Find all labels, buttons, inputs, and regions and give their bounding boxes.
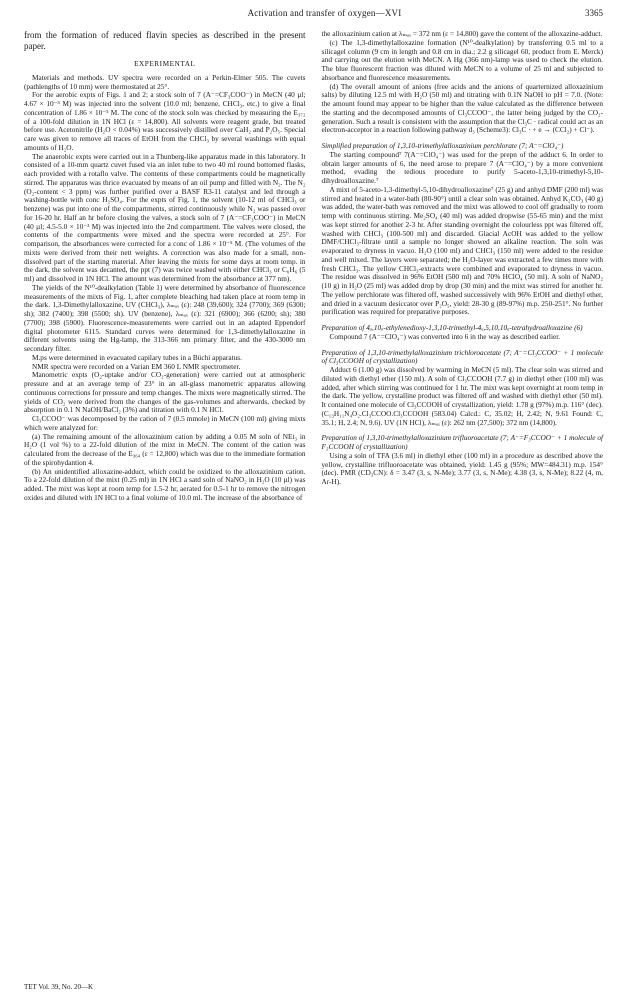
paragraph: For the aerobic expts of Figs. 1 and 2; a stock soln of 7 (A⁻=CF₃COO⁻) in MeCN (40 µl; 4.67 × 10⁻³ M) was injected into the solvent (10.0 ml; benzene, CHCl₃, etc.) to give a final concentration of 1.86 × 10⁻⁵ M. The conc of the stock soln was checked by measuring the E₃₇₂ of a 100-fold dilution in 1N HCl (ε = 14,800). All solvents were reagent grade, but treated before use. Acetonitrile (H₂O < 0.04%) was successively distilled over CaH₂ and P₂O₅. Special care was given to remove all traces of EtOH from the CHCl₃ by several washings with equal amounts of H₂O. <box>24 90 306 152</box>
paragraph: Using a soln of TFA (3.6 ml) in diethyl ether (100 ml) in a procedure as described above the yellow, crystalline trifluoroacetate was obtained, yield: 1.45 g (95%; MW=484.31) m.p. 154° (dec). PMR (CD₃CN): δ = 3.47 (3, s, N-Me); 3.77 (3, s, N-Me); 4.38 (3, s, N-Me); 8.22 (4, m, Ar-H). <box>321 450 603 486</box>
left-column <box>24 30 306 503</box>
page-number: 3365 <box>585 8 603 18</box>
paragraph: (d) The overall amount of anions (free acids and the anions of quarternized alloxazinium salts) by diluting 12.5 ml with H₂O (50 ml) and titrating with 0.1N NaOH to pH = 7.0. (Note: the amount found may appear to be higher than the value calculated as the difference between the starting and the decomposed amounts of Cl₃CCOO⁻, the latter being judged by the CO₂-generation. Such a result is consistent with the assumption that the Cl₃C · radical could act as an electron-acceptor in a reaction following pathway d₃ (Scheme3): Cl₃C · + e → (CCl₂) + Cl⁻). <box>321 81 603 135</box>
paragraph: The starting compound⁷ 7(A⁻=ClO₄⁻) was used for the prepn of the adduct 6. In order to obtain larger amounts of 6, the need arose to prepare 7 (A⁻=ClO₄⁻) by a more convenient method, evading the tedious procedure to purify 5-aceto-1,3,10-trimethyl-5,10-dihydroalloxazine.⁷ <box>321 149 603 185</box>
paragraph: A mixt of 5-aceto-1,3-dimethyl-5,10-dihydroalloxazine⁷ (25 g) and anhyd DMF (200 ml) was stirred and heated in a water-bath (80-90°) until a clear soln was obtained. Anhyd K₂CO₃ (40 g) was added, the water-bath was removed and the mixt was allowed to cool off gradually to room temp with continuous stirring. Me₂SO₄ (40 ml) was added dropwise (55-65 min) and the mixt was kept stirred for another 2-3 hr. After standing overnight the colourless ppt was filtered off, washed with CHCl₃ (100-500 ml) and discarded. Glacial AcOH was added to the yellow DMF/CHCl₃-filtrate until a sample no longer showed an alkaline reaction. The soln was evaporated to dryness in vacuo. H₂O (100 ml) and CHCl₃ (150 ml) were added to the residue and well mixed. The layers were separated; the H₂O-layer was extracted a few times more with fresh CHCl₃. The yellow CHCl₃-extracts were combined and evaporated to dryness in vacuo. The residue was dissolved in 96% EtOH (500 ml) and 70% HClO₄ (50 ml). A soln of NaNO₂ (10 g) in H₂O (25 ml) was added drop by drop (30 min) and the mixt was stirred for another hr. The yellow perchlorate was filtered off, washed successively with 96% EtOH and diethyl ether, and dried in a vacuum desiccator over P₂O₅, yield: 28-30 g (89-97%) m.p. 250-251°. No further purification was required for preparative purposes. <box>321 184 603 317</box>
paragraph: The anaerobic expts were carried out in a Thunberg-like apparatus made in this laboratory. It consisted of a 10-mm quartz cuvet fused via an inlet tube to two 40 ml round bottomed flasks, each provided with a rotaflo valve. The contents of these compartments could be magnetically stirred. The apparatus was thrice evacuated by means of an oil pump and filled with N₂. The N₂ (O₂-content < 3 ppm) was further purified over a BASF R3-11 catalyst and led through a washing-bottle with conc H₂SO₄. For the expts of Fig. 1, the solvent (10-12 ml of CHCl₃ or benzene) was put into one of the compartments, stirred continuously while N₂ was passed over for 16-20 hr. Half an hr before closing the valves, a stock soln of 7 (A⁻=CF₃COO⁻) in MeCN (40 µl; 4.5-5.0 × 10⁻³ M) was injected into the 2nd compartment. The valves were closed, the contents of the compartments were mixed and the spectra were recorded at 25°. For comparison, the absorbances were corrected for a conc of 1.86 × 10⁻⁵ M. (The volumes of the mixts were derived from their nett weights. A correction was also made for a small, non-dissolved part of the starting material. After leaving the mixts for some days at room temp. in the dark, the solvent was decanted, the ppt (7) was twice washed with either CHCl₃ or C₆H₆ (5 ml) and dissolved in 1N HCl. The amount was determined from the absorbance at 377 nm). <box>24 151 306 283</box>
subsection-heading: Preparation of 4ₐ,10ₐ-ethylenedioxy-1,3,10-trimethyl-4ₐ,5,10,10ₐ-tetrahydroalloxazine (6) <box>321 323 583 332</box>
paragraph: The yields of the N¹⁰-dealkylation (Table 1) were determined by absorbance of fluorescence measurements of the mixts of Fig. 1, after complete bleaching had taken place at room temp in the dark. 1,3-Dimethylalloxazine, UV (CHCl₃), λₘₐₓ (ε): 248 (39,600); 324 (7700); 369 (6300; sh); 382 (7400); 398 (5500; sh). UV (benzene), λₘₐₓ (ε): 321 (6900); 366 (6200; sh); 380 (7700); 398 (5900). Fluorescence-measurements were carried out in an adapted Eppendorf digital photometer 6115. Standard curves were determined for 1,3-dimethylalloxazine in different solvents using the Hg-lamp, the 313-366 nm primary filter, and the 430-3000 nm secondary filter. <box>24 282 306 353</box>
two-column-body <box>24 30 603 503</box>
paragraph: Cl₃CCOO⁻ was decomposed by the cation of 7 (0.5 mmole) in MeCN (100 ml) giving mixts which were analyzed for: <box>24 414 306 432</box>
subsection-heading: Simplified preparation of 1,3,10-trimethylalloxazinium perchlorate (7; A⁻=ClO₄⁻) <box>321 141 564 150</box>
paragraph: Materials and methods. UV spectra were recorded on a Perkin-Elmer 505. The cuvets (pathlengths of 10 mm) were thermostated at 25°. <box>24 72 306 91</box>
right-column <box>322 30 604 503</box>
paragraph: (a) The remaining amount of the alloxazinium cation by adding a 0.05 M soln of NEt₃ in H₂O (1 vol %) to a 22-fold dilution of the mixt in MeCN. The content of the cation was calculated from the decrease of the E₃₆₄ (ε = 12,800) which was due to the immediate formation of the spirohydantion 4. <box>24 431 306 467</box>
subsection-heading: Preparation of 1,3,10-trimethylalloxazinium trichloroacetate (7; A⁻=Cl₃CCOO⁻ + 1 molecule of Cl₃CCOOH of crystallization) <box>321 347 603 366</box>
paragraph: Compound 7 (A⁻=ClO₄⁻) was converted into 6 in the way as described earlier. <box>329 331 561 341</box>
paragraph: (b) An unidentified alloxazine-adduct, which could be oxidized to the alloxazinium cation. To a 22-fold dilution of the mixt (0.25 ml) in 1N HCl a satd soln of NaNO₂ in H₂O (10 µl) was added. The mixt was kept at room temp for 1.5-2 hr, aerated for 0.5-1 hr to remove the nitrogen oxides and diluted with 1N HCl to a final volume of 10.0 ml. The increase of the absorbance of <box>24 466 306 502</box>
paragraph: Adduct 6 (1.00 g) was dissolved by warming in MeCN (5 ml). The clear soln was stirred and diluted with diethyl ether (150 ml). A soln of Cl₃CCOOH (7.7 g) in diethyl ether (100 ml) was added, after which stirring was continued for 1 hr. The mixt was kept overnight at room temp in the dark. The yellow, crystalline product was filtered off and washed with diethyl ether (50 ml). It contained one molecule of Cl₃CCOOH of crystallization, yield: 1.78 g (97%) m.p. 116° (dec). (C₁₃H₁₁N₄O₂.Cl₃CCOO.Cl₃CCOOH (583.04) Calcd.: C, 35.02; H, 2.42; N, 9.61 Found: C, 35.1; H, 2.4; N, 9.6). UV (1N HCl), λₘₐₓ (ε): 262 nm (27,500); 372 nm (14,800). <box>321 365 603 427</box>
paragraph: NMR spectra were recorded on a Varian EM 360 L NMR spectrometer. <box>32 361 241 371</box>
lead-paragraph: from the formation of reduced flavin species as described in the present paper. <box>24 30 306 51</box>
paragraph: Manometric expts (O₂-uptake and/or CO₂-generation) were carried out at atmospheric pressure and at an average temp of 23° in an all-glass manometric apparatus allowing continuous corrections for pressure and temp changes. The mixts were magnetically stirred. The yields of CO₂ were derived from the changes of the gas-volumes and afterwards, checked by absorption in 0.1 N NaOH/BaCl₂ (3%) and titration with 0.1 N HCl. <box>24 370 306 415</box>
paragraph: M.ps were determined in evacuated capilary tubes in a Büchi apparatus. <box>32 352 242 362</box>
running-title: Activation and transfer of oxygen—XVI <box>247 8 402 18</box>
footer-note: TET Vol. 39, No. 20—K <box>24 983 94 991</box>
paragraph: (c) The 1,3-dimethylalloxazine formation (N¹⁰-dealkylation) by transferring 0.5 ml to a silicagel column (9 cm in length and 0.8 cm in dia.; 2.2 g silicagel 60, product from E. Merck) and carrying out the elution with MeCN. A Hg (366 nm)-lamp was used to check the elution. The blue fluorescent fraction was diluted with MeCN to a volume of 25 ml and subjected to absorbance and fluorescence measurements. <box>321 37 603 82</box>
section-heading-experimental: EXPERIMENTAL <box>134 59 196 68</box>
running-head <box>24 8 603 24</box>
subsection-heading: Preparation of 1,3,10-trimethylalloxazinium trifluoroacetate (7; A⁻=F₃CCOO⁻ + 1 molecule of F₃CCOOH of crystallization) <box>321 433 603 451</box>
paragraph: the alloxazinium cation at λₘₐₓ = 372 nm (ε = 14,800) gave the content of the alloxazine-adduct. <box>321 29 603 38</box>
